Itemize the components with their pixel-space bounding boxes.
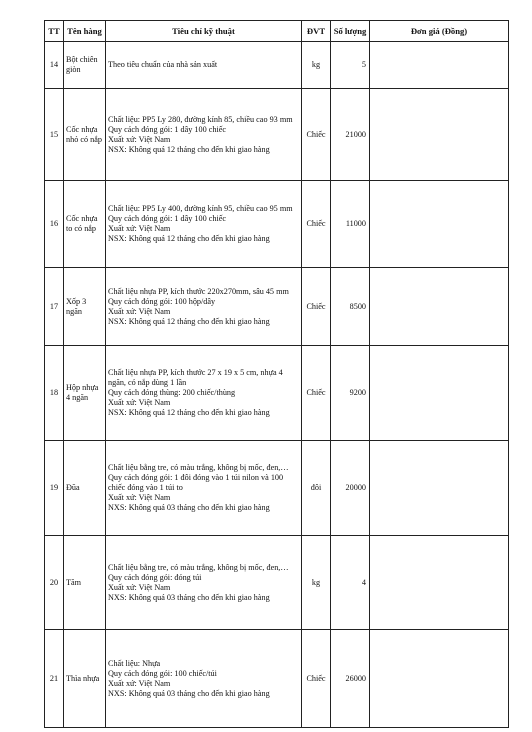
item-name: Cốc nhựa to có nắp: [64, 181, 106, 268]
item-quantity: 8500: [331, 268, 370, 346]
table-body: [45, 42, 509, 728]
row-number: 20: [45, 536, 64, 630]
spec-line: Chất liệu: PP5 Ly 400, đường kính 95, chiều cao 95 mm: [108, 204, 293, 213]
item-name: Đũa: [64, 441, 106, 536]
spec-line: Quy cách đóng gói: đóng túi: [108, 572, 202, 582]
table-row: [45, 346, 509, 441]
table-row: [45, 268, 509, 346]
table-row: [45, 441, 509, 536]
item-unit-price: [370, 42, 509, 89]
table-row: [45, 630, 509, 728]
item-spec: [106, 441, 302, 536]
row-number: 19: [45, 441, 64, 536]
table-row: [45, 42, 509, 89]
spec-line: Quy cách đóng thùng: 200 chiếc/thùng: [108, 388, 236, 397]
row-number: 15: [45, 89, 64, 181]
item-unit: đôi: [302, 441, 331, 536]
item-unit: kg: [302, 42, 331, 89]
item-unit: Chiếc: [302, 181, 331, 268]
table-row: [45, 181, 509, 268]
spec-line: Chất liệu nhựa PP, kích thước 27 x 19 x 5 cm, nhựa 4 ngăn, có nắp dùng 1 lần: [108, 368, 283, 387]
item-spec: [106, 630, 302, 728]
spec-line: Xuất xứ: Việt Nam: [108, 306, 171, 316]
item-unit-price: [370, 181, 509, 268]
table-row: [45, 536, 509, 630]
spec-line: Xuất xứ: Việt Nam: [108, 493, 171, 502]
item-quantity: 5: [331, 42, 370, 89]
item-unit-price: [370, 630, 509, 728]
item-unit-price: [370, 536, 509, 630]
spec-line: Xuất xứ: Việt Nam: [108, 678, 171, 688]
item-quantity: 20000: [331, 441, 370, 536]
product-spec-table: [44, 20, 509, 728]
item-unit: Chiếc: [302, 268, 331, 346]
header-qty: Số lượng: [331, 21, 370, 42]
row-number: 17: [45, 268, 64, 346]
spec-line: NSX: Không quá 12 tháng cho đến khi giao hàng: [108, 408, 270, 417]
item-unit: Chiếc: [302, 346, 331, 441]
item-quantity: 9200: [331, 346, 370, 441]
header-price: Đơn giá (Đồng): [370, 21, 509, 42]
spec-line: Chất liệu bằng tre, có màu trắng, không bị mốc, đen,…: [108, 562, 289, 572]
spec-line: Xuất xứ: Việt Nam: [108, 398, 171, 407]
spec-line: Quy cách đóng gói: 1 dây 100 chiếc: [108, 124, 227, 134]
spec-line: Chất liệu nhựa PP, kích thước 220x270mm, sâu 45 mm: [108, 286, 289, 296]
item-spec: [106, 268, 302, 346]
spec-line: Xuất xứ: Việt Nam: [108, 224, 171, 233]
item-name: Cốc nhựa nhỏ có nắp: [64, 89, 106, 181]
spec-line: Chất liệu: Nhựa: [108, 658, 161, 668]
item-spec: [106, 89, 302, 181]
spec-line: Chất liệu bằng tre, có màu trắng, không bị mốc, đen,…: [108, 463, 289, 472]
spec-line: NXS: Không quá 03 tháng cho đến khi giao hàng: [108, 592, 270, 602]
spec-line: NSX: Không quá 12 tháng cho đến khi giao hàng: [108, 234, 270, 243]
item-name: Thìa nhựa: [64, 630, 106, 728]
item-name: Bột chiên giòn: [64, 42, 106, 89]
document-page: [44, 20, 508, 711]
item-unit: kg: [302, 536, 331, 630]
item-unit: Chiếc: [302, 630, 331, 728]
spec-line: Quy cách đóng gói: 1 dây 100 chiếc: [108, 214, 227, 223]
item-quantity: 21000: [331, 89, 370, 181]
spec-line: Chất liệu: PP5 Ly 280, đường kính 85, chiều cao 93 mm: [108, 114, 293, 124]
spec-line: Theo tiêu chuẩn của nhà sản xuất: [108, 60, 218, 69]
spec-line: NSX: Không quá 12 tháng cho đến khi giao hàng: [108, 316, 270, 326]
row-number: 21: [45, 630, 64, 728]
item-name: Hộp nhựa 4 ngăn: [64, 346, 106, 441]
spec-line: NSX: Không quá 12 tháng cho đến khi giao hàng: [108, 144, 270, 154]
item-quantity: 4: [331, 536, 370, 630]
row-number: 16: [45, 181, 64, 268]
spec-line: Xuất xứ: Việt Nam: [108, 582, 171, 592]
spec-line: NXS: Không quá 03 tháng cho đến khi giao hàng: [108, 503, 270, 512]
item-spec: [106, 536, 302, 630]
table-header-row: [45, 21, 509, 42]
item-name: Xốp 3 ngăn: [64, 268, 106, 346]
item-quantity: 11000: [331, 181, 370, 268]
spec-line: Quy cách đóng gói: 100 chiếc/túi: [108, 668, 217, 678]
item-unit-price: [370, 346, 509, 441]
item-quantity: 26000: [331, 630, 370, 728]
header-name: Tên hàng: [64, 21, 106, 42]
spec-line: Xuất xứ: Việt Nam: [108, 134, 171, 144]
item-unit-price: [370, 268, 509, 346]
item-spec: [106, 346, 302, 441]
item-unit: Chiếc: [302, 89, 331, 181]
spec-line: Quy cách đóng gói: 1 đôi đóng vào 1 túi nilon và 100 chiếc đóng vào 1 túi to: [108, 473, 284, 492]
spec-line: Quy cách đóng gói: 100 hộp/dây: [108, 296, 216, 306]
header-spec: Tiêu chí kỹ thuật: [106, 21, 302, 42]
header-tt: TT: [45, 21, 64, 42]
row-number: 14: [45, 42, 64, 89]
header-unit: ĐVT: [302, 21, 331, 42]
table-row: [45, 89, 509, 181]
item-name: Tăm: [64, 536, 106, 630]
item-spec: [106, 181, 302, 268]
item-spec: [106, 42, 302, 89]
row-number: 18: [45, 346, 64, 441]
spec-line: NXS: Không quá 03 tháng cho đến khi giao hàng: [108, 688, 270, 698]
item-unit-price: [370, 441, 509, 536]
item-unit-price: [370, 89, 509, 181]
